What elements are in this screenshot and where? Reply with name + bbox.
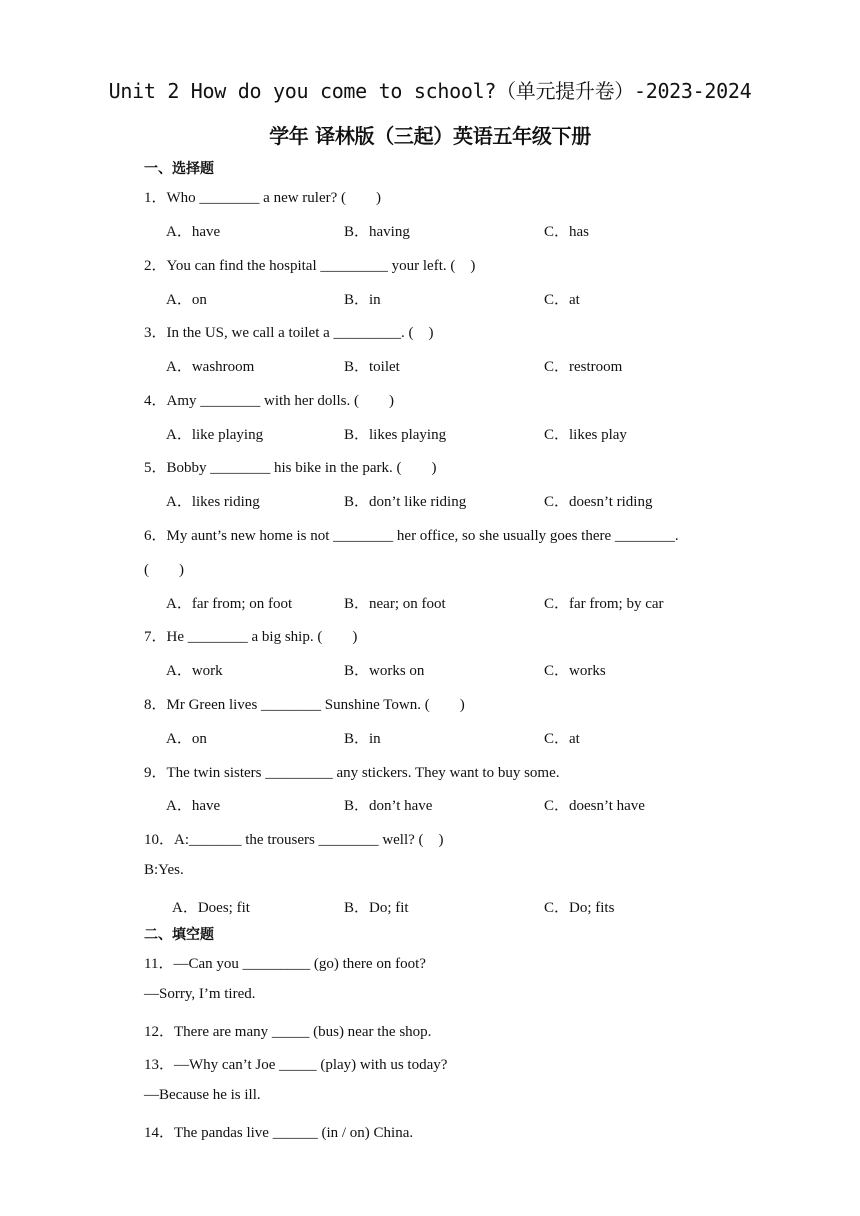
fill-item: 13．—Why can’t Joe _____ (play) with us today?	[144, 1057, 448, 1073]
option-a[interactable]: A．Does; fit	[172, 900, 250, 916]
option-a[interactable]: A．work	[166, 663, 223, 679]
option-a[interactable]: A．far from; on foot	[166, 596, 293, 612]
option-a[interactable]: A．have	[166, 798, 221, 814]
option-c[interactable]: C．restroom	[544, 359, 623, 375]
option-c[interactable]: C．works	[544, 663, 606, 679]
answer-options	[0, 355, 860, 375]
option-b[interactable]: B．in	[344, 292, 381, 308]
answer-options	[0, 727, 860, 747]
section-heading-choice: 一、选择题	[144, 161, 214, 177]
option-a[interactable]: A．on	[166, 731, 207, 747]
option-c[interactable]: C．doesn’t riding	[544, 494, 653, 510]
option-c[interactable]: C．has	[544, 224, 590, 240]
answer-options	[0, 423, 860, 443]
option-c[interactable]: C．doesn’t have	[544, 798, 645, 814]
option-a[interactable]: A．likes riding	[166, 494, 260, 510]
option-b[interactable]: B．in	[344, 731, 381, 747]
answer-options	[0, 896, 860, 916]
option-b[interactable]: B．don’t have	[344, 798, 433, 814]
answer-options	[0, 794, 860, 814]
fill-item: 11．—Can you _________ (go) there on foot?	[144, 956, 426, 972]
question-stem: 10．A:_______ the trousers ________ well? ( )	[144, 832, 444, 848]
answer-options	[0, 490, 860, 510]
option-c[interactable]: C．at	[544, 731, 580, 747]
option-b[interactable]: B．Do; fit	[344, 900, 409, 916]
question-stem: 8．Mr Green lives ________ Sunshine Town. ( )	[144, 697, 465, 713]
option-a[interactable]: A．have	[166, 224, 221, 240]
option-a[interactable]: A．washroom	[166, 359, 255, 375]
question-stem: 2．You can find the hospital _________ your left. ( )	[144, 258, 476, 274]
option-b[interactable]: B．likes playing	[344, 427, 447, 443]
answer-options	[0, 659, 860, 679]
option-b[interactable]: B．having	[344, 224, 410, 240]
section-heading-fill: 二、填空题	[144, 927, 214, 943]
question-stem: 9．The twin sisters _________ any stickers. They want to buy some.	[144, 765, 560, 781]
fill-item: 14．The pandas live ______ (in / on) China.	[144, 1125, 414, 1141]
question-stem: 6．My aunt’s new home is not ________ her office, so she usually goes there ________.	[144, 528, 679, 544]
question-stem: 1．Who ________ a new ruler? ( )	[144, 190, 382, 206]
answer-options	[0, 220, 860, 240]
page-title-line-1: Unit 2 How do you come to school?（单元提升卷）-2023-2024	[108, 79, 752, 103]
option-c[interactable]: C．Do; fits	[544, 900, 615, 916]
answer-options	[0, 288, 860, 308]
question-stem: 3．In the US, we call a toilet a _________. ( )	[144, 325, 434, 341]
fill-item: —Sorry, I’m tired.	[144, 986, 256, 1002]
question-stem-continued: B:Yes.	[144, 862, 184, 878]
option-c[interactable]: C．likes play	[544, 427, 627, 443]
option-c[interactable]: C．at	[544, 292, 580, 308]
question-stem: 5．Bobby ________ his bike in the park. ( )	[144, 460, 437, 476]
page-title-line-2: 学年 译林版（三起）英语五年级下册	[269, 124, 591, 148]
option-a[interactable]: A．like playing	[166, 427, 264, 443]
option-c[interactable]: C．far from; by car	[544, 596, 664, 612]
fill-item: 12．There are many _____ (bus) near the shop.	[144, 1024, 432, 1040]
question-stem: 7．He ________ a big ship. ( )	[144, 629, 358, 645]
question-stem: 4．Amy ________ with her dolls. ( )	[144, 393, 394, 409]
question-stem-continued: ( )	[144, 562, 184, 578]
option-b[interactable]: B．near; on foot	[344, 596, 446, 612]
option-a[interactable]: A．on	[166, 292, 207, 308]
option-b[interactable]: B．don’t like riding	[344, 494, 467, 510]
fill-item: —Because he is ill.	[144, 1087, 261, 1103]
option-b[interactable]: B．toilet	[344, 359, 400, 375]
answer-options	[0, 592, 860, 612]
option-b[interactable]: B．works on	[344, 663, 425, 679]
